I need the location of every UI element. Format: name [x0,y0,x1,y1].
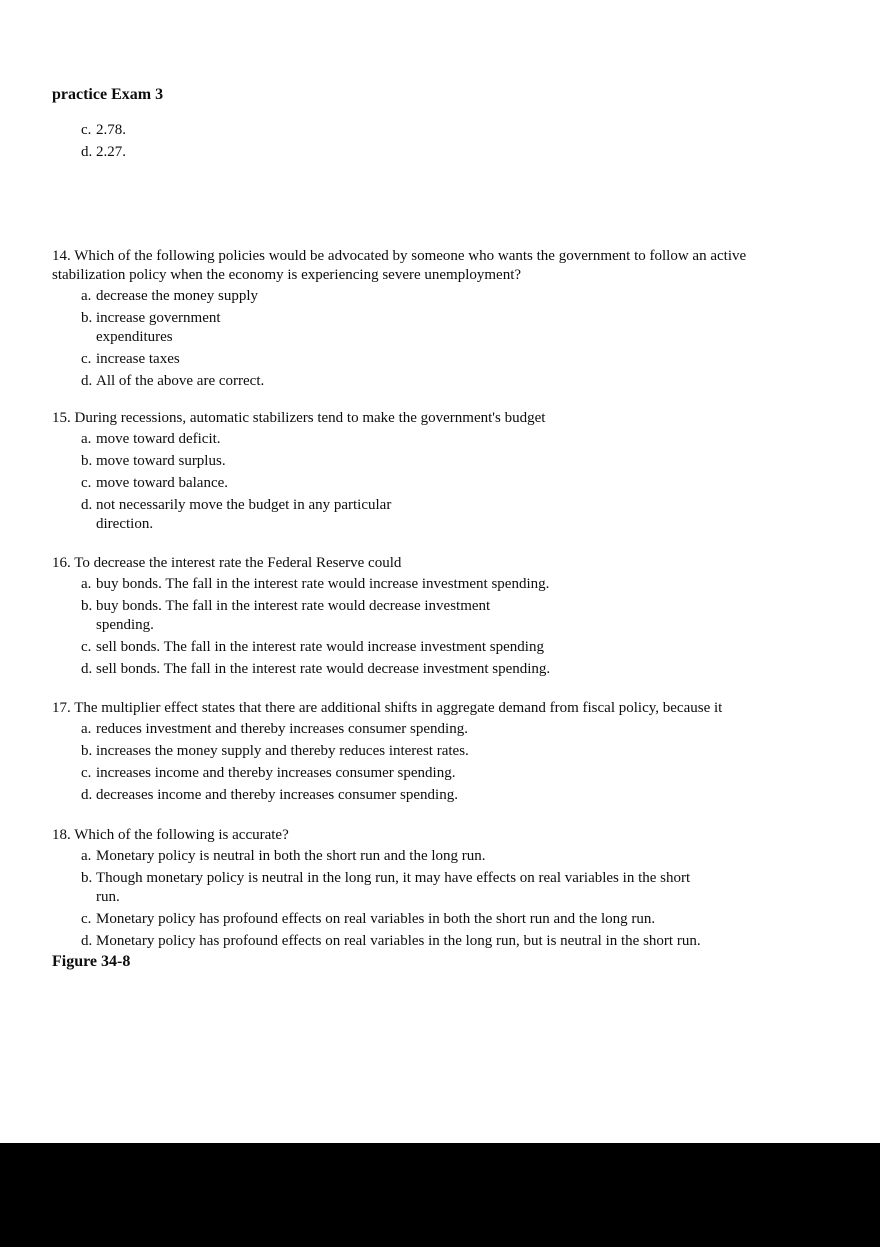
question-text-line [52,409,545,428]
option-letter: c. [81,475,92,491]
option-text [96,350,180,369]
answer-option [52,287,746,306]
option-letter: c. [81,765,92,781]
question-number: 14. [52,248,71,264]
question-text [52,554,550,573]
answer-option [52,430,545,449]
option-text-line: 2.78. [96,122,126,138]
question-text-content: The multiplier effect states that there are additional shifts in aggregate demand from fiscal policy, because it [74,700,723,716]
option-letter: d. [81,497,93,513]
option-text [96,430,221,449]
option-text-line: move toward deficit. [96,431,221,447]
option-text [96,452,226,471]
option-text [96,869,690,907]
orphan-options [52,119,126,162]
option-letter: b. [81,870,93,886]
option-letter: a. [81,431,92,447]
answer-option [52,869,701,907]
option-letter: b. [81,743,93,759]
option-text-line: move toward balance. [96,475,229,491]
question-block [52,409,545,534]
option-letter: a. [81,288,92,304]
options-list [52,121,126,162]
options-list [52,430,545,534]
option-text [96,474,228,493]
question-text-line: stabilization policy when the economy is experiencing severe unemployment? [52,267,522,283]
option-text-line: increase taxes [96,351,180,367]
option-text-line: 2.27. [96,144,126,160]
option-text-line: reduces investment and thereby increases consumer spending. [96,721,468,737]
option-text [96,742,469,761]
option-text [96,786,458,805]
page-title: practice Exam 3 [52,86,164,103]
option-letter: b. [81,598,93,614]
options-list [52,575,550,679]
option-letter: c. [81,639,92,655]
option-text [96,638,544,657]
option-text-line: sell bonds. The fall in the interest rate would decrease investment spending. [96,661,551,677]
option-text [96,372,264,391]
question-text-content: To decrease the interest rate the Federal Reserve could [74,555,402,571]
answer-option [52,764,722,783]
question-text [52,826,701,845]
option-letter: c. [81,351,92,367]
question-block [52,699,722,805]
question-text [52,409,545,428]
option-text-line: Monetary policy has profound effects on real variables in the long run, but is neutral in the short run. [96,933,701,949]
question-text-line [52,699,722,718]
option-text [96,309,221,347]
option-text [96,121,126,140]
option-text [96,764,455,783]
answer-option [52,910,701,929]
option-text [96,847,486,866]
answer-option [52,474,545,493]
answer-option [52,350,746,369]
option-text-line: Monetary policy is neutral in both the short run and the long run. [96,848,486,864]
option-letter: d. [81,373,93,389]
option-text-line: increases the money supply and thereby reduces interest rates. [96,743,469,759]
answer-option [52,742,722,761]
option-text [96,575,549,594]
option-letter: d. [81,144,93,160]
option-text-line: All of the above are correct. [96,373,265,389]
question-text-content: Which of the following policies would be advocated by someone who wants the government to follow an active [74,248,747,264]
option-text [96,910,655,929]
question-block [52,247,746,391]
question-text [52,247,746,285]
answer-option [52,847,701,866]
answer-option [52,720,722,739]
option-letter: c. [81,122,92,138]
option-text-line: expenditures [96,329,173,345]
option-text-line: direction. [96,516,154,532]
option-letter: a. [81,848,92,864]
question-block [52,826,701,951]
answer-option [52,932,701,951]
option-text-line: decreases income and thereby increases consumer spending. [96,787,458,803]
option-text-line: decrease the money supply [96,288,259,304]
question-text [52,699,722,718]
option-letter: a. [81,721,92,737]
option-text [96,932,701,951]
option-text-line: Though monetary policy is neutral in the long run, it may have effects on real variables in the short [96,870,691,886]
option-letter: b. [81,310,93,326]
answer-option [52,660,550,679]
question-text-content: During recessions, automatic stabilizers tend to make the government's budget [74,410,546,426]
option-text-line: buy bonds. The fall in the interest rate would decrease investment [96,598,491,614]
question-number: 18. [52,827,71,843]
answer-option [52,597,550,635]
option-text-line: run. [96,889,120,905]
option-text [96,496,391,534]
option-letter: d. [81,661,93,677]
figure-label: Figure 34-8 [52,953,131,970]
option-text-line: spending. [96,617,154,633]
option-text [96,287,258,306]
question-text-line [52,826,701,845]
question-number: 15. [52,410,71,426]
answer-option [52,121,126,140]
option-text-line: sell bonds. The fall in the interest rate would increase investment spending [96,639,544,655]
option-text [96,720,468,739]
option-text-line: increases income and thereby increases consumer spending. [96,765,456,781]
answer-option [52,452,545,471]
bottom-black-bar [0,1143,880,1247]
answer-option [52,372,746,391]
option-letter: d. [81,787,93,803]
question-text-line [52,247,746,266]
question-text-content: Which of the following is accurate? [74,827,289,843]
option-text-line: Monetary policy has profound effects on real variables in both the short run and the long run. [96,911,656,927]
option-text-line: buy bonds. The fall in the interest rate would increase investment spending. [96,576,550,592]
option-letter: d. [81,933,93,949]
options-list [52,847,701,951]
question-text-line [52,554,550,573]
question-number: 16. [52,555,71,571]
option-text-line: not necessarily move the budget in any particular [96,497,392,513]
option-letter: b. [81,453,93,469]
answer-option [52,309,746,347]
option-letter: a. [81,576,92,592]
question-block [52,554,550,679]
question-number: 17. [52,700,71,716]
option-text [96,143,126,162]
option-text-line: increase government [96,310,221,326]
option-text [96,597,490,635]
answer-option [52,638,550,657]
option-text [96,660,550,679]
options-list [52,287,746,391]
option-text-line: move toward surplus. [96,453,226,469]
answer-option [52,575,550,594]
answer-option [52,143,126,162]
options-list [52,720,722,805]
option-letter: c. [81,911,92,927]
answer-option [52,496,545,534]
answer-option [52,786,722,805]
